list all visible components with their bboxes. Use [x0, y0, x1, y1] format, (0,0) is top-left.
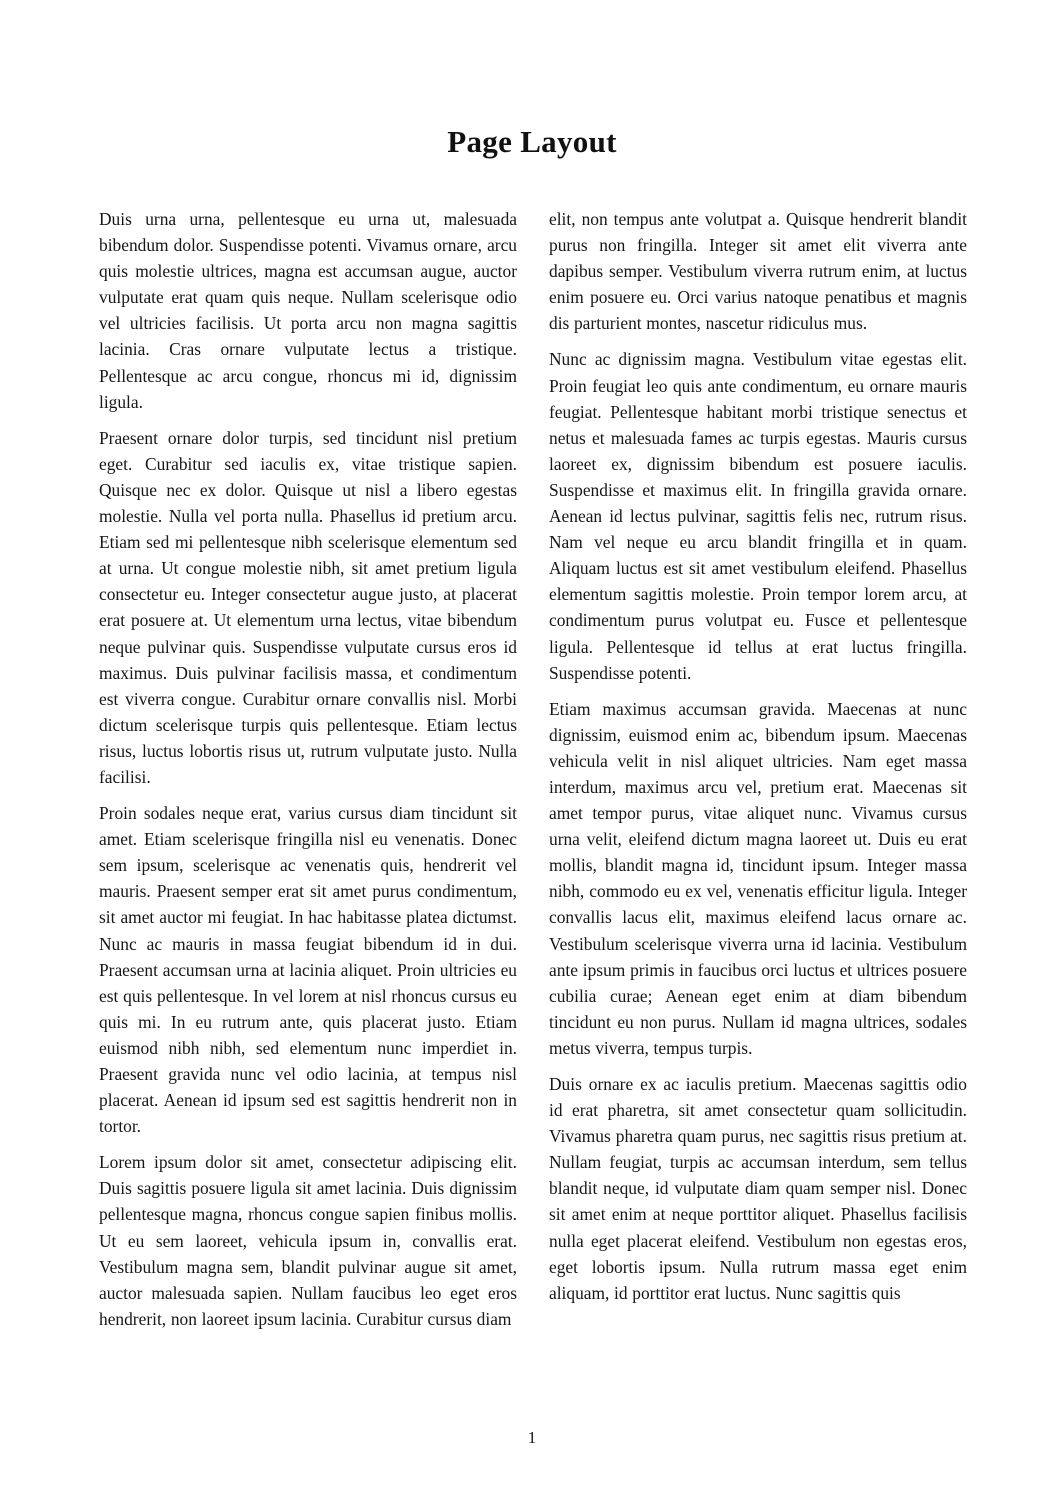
paragraph: Etiam maximus accumsan gravida. Maecenas at nunc dignissim, euismod enim ac, bibendum ipsum. Maecenas vehicula velit in nisl aliquet ultricies. Nam eget massa interdum, maximus arcu vel, pretium erat. Maecenas sit amet tempor purus, vitae aliquet nunc. Vivamus cursus urna velit, eleifend dictum magna laoreet ut. Duis eu erat mollis, blandit magna id, tincidunt ipsum. Integer massa nibh, commodo eu ex vel, venenatis efficitur ligula. Integer convallis lacus elit, maximus eleifend lacus ornare ac. Vestibulum scelerisque viverra urna id lacinia. Vestibulum ante ipsum primis in faucibus orci luctus et ultrices posuere cubilia curae; Aenean eget enim at diam bibendum tincidunt eu non purus. Nullam id magna ultrices, sodales metus viverra, tempus turpis. — [549, 698, 967, 1058]
page-title: Page Layout — [447, 124, 617, 159]
paragraph: elit, non tempus ante volutpat a. Quisque hendrerit blandit purus non fringilla. Integer sit amet elit viverra ante dapibus semper. Vestibulum viverra rutrum enim, at luctus enim posuere eu. Orci varius natoque penatibus et magnis dis parturient montes, nascetur ridiculus mus. — [549, 209, 967, 334]
left-column — [99, 206, 517, 1422]
paragraph: Proin sodales neque erat, varius cursus diam tincidunt sit amet. Etiam scelerisque fringilla nisl eu venenatis. Donec sem ipsum, scelerisque ac venenatis quis, hendrerit vel mauris. Praesent semper erat sit amet purus condimentum, sit amet auctor mi feugiat. In hac habitasse platea dictumst. Nunc ac mauris in massa feugiat bibendum id in dui. Praesent accumsan urna at lacinia aliquet. Proin ultricies eu est quis pellentesque. In vel lorem at nisl rhoncus cursus eu quis mi. In eu rutrum ante, quis placerat justo. Etiam euismod nibh nibh, sed elementum nunc imperdiet in. Praesent gravida nunc vel odio lacinia, at tempus nisl placerat. Aenean id ipsum sed est sagittis hendrerit non in tortor. — [99, 803, 517, 1137]
right-column — [549, 206, 967, 1422]
paragraph: Nunc ac dignissim magna. Vestibulum vitae egestas elit. Proin feugiat leo quis ante condimentum, eu ornare mauris feugiat. Pellentesque habitant morbi tristique senectus et netus et malesuada fames ac turpis egestas. Mauris cursus laoreet ex, dignissim bibendum est posuere iaculis. Suspendisse et maximus elit. In fringilla gravida ornare. Aenean id lectus pulvinar, sagittis felis nec, rutrum risus. Nam vel neque eu arcu blandit fringilla et in quam. Aliquam luctus est sit amet vestibulum eleifend. Phasellus elementum sagittis molestie. Proin tempor lorem arcu, at condimentum purus volutpat eu. Fusce et pellentesque ligula. Pellentesque id tellus at erat luctus fringilla. Suspendisse potenti. — [549, 349, 967, 683]
two-column-text-block — [99, 206, 967, 1422]
paragraph: Praesent ornare dolor turpis, sed tincidunt nisl pretium eget. Curabitur sed iaculis ex, vitae tristique sapien. Quisque nec ex dolor. Quisque ut nisl a libero egestas molestie. Nulla vel porta nulla. Phasellus id pretium arcu. Etiam sed mi pellentesque nibh scelerisque elementum sed at urna. Ut congue molestie nibh, sit amet pretium ligula consectetur eu. Integer consectetur augue justo, at placerat erat posuere at. Ut elementum urna lectus, vitae bibendum neque pulvinar quis. Suspendisse vulputate cursus eros id maximus. Duis pulvinar facilisis massa, et condimentum est viverra congue. Curabitur ornare convallis nisl. Morbi dictum scelerisque turpis quis pellentesque. Etiam lectus risus, luctus lobortis risus ut, rutrum vulputate justo. Nulla facilisi. — [99, 427, 517, 787]
paragraph: Lorem ipsum dolor sit amet, consectetur adipiscing elit. Duis sagittis posuere ligula sit amet lacinia. Duis dignissim pellentesque magna, rhoncus congue sapien finibus mollis. Ut eu sem laoreet, vehicula ipsum in, convallis erat. Vestibulum magna sem, blandit pulvinar augue sit amet, auctor malesuada sapien. Nullam faucibus leo eget eros hendrerit, non laoreet ipsum lacinia. Curabitur cursus diam — [99, 1152, 517, 1329]
paragraph: Duis urna urna, pellentesque eu urna ut, malesuada bibendum dolor. Suspendisse potenti. Vivamus ornare, arcu quis molestie ultrices, magna est accumsan augue, auctor vulputate erat quam quis neque. Nullam scelerisque odio vel ultricies facilisis. Ut porta arcu non magna sagittis lacinia. Cras ornare vulputate lectus a tristique. Pellentesque ac arcu congue, rhoncus mi id, dignissim ligula. — [99, 209, 517, 412]
paragraph: Duis ornare ex ac iaculis pretium. Maecenas sagittis odio id erat pharetra, sit amet consectetur quam sollicitudin. Vivamus pharetra quam purus, nec sagittis risus pretium at. Nullam feugiat, turpis ac accumsan interdum, sem tellus blandit neque, id vulputate diam quam semper nisl. Donec sit amet enim at neque porttitor aliquet. Phasellus facilisis nulla eget placerat eleifend. Vestibulum non egestas eros, eget lobortis ipsum. Nulla rutrum massa eget enim aliquam, id porttitor erat luctus. Nunc sagittis quis — [549, 1074, 967, 1303]
page-number: 1 — [527, 1428, 537, 1447]
